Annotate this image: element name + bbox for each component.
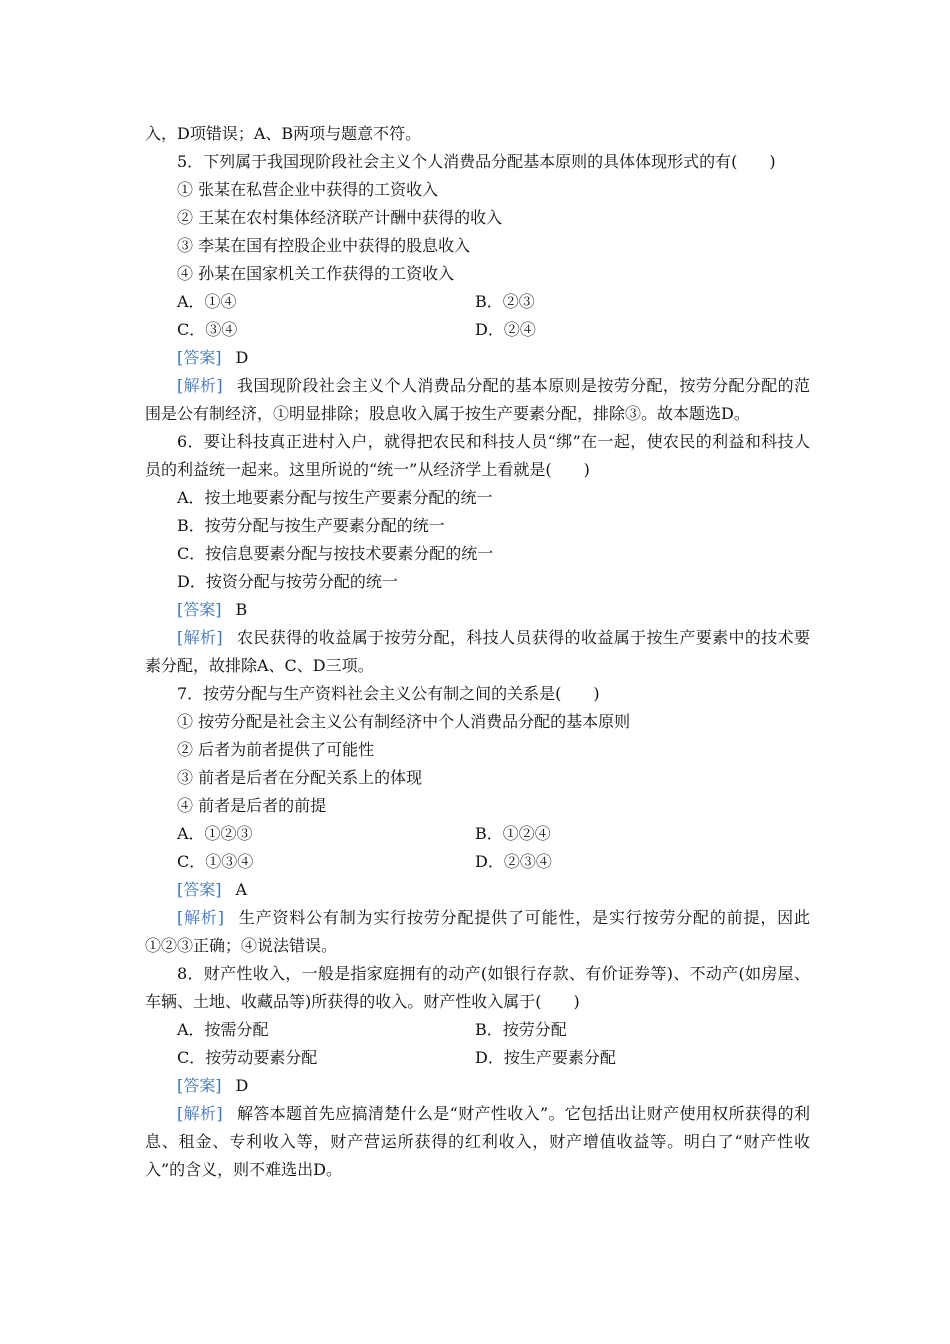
- answer-line: [145, 344, 810, 372]
- question-7: [145, 680, 810, 960]
- analysis-text: 我国现阶段社会主义个人消费品分配的基本原则是按劳分配，按劳分配分配的范围是公有制经济，①明显排除；股息收入属于按生产要素分配，排除③。故本题选D。: [145, 376, 810, 423]
- intro-line: 入，D项错误；A、B两项与题意不符。: [145, 124, 422, 143]
- analysis-text: 农民获得的收益属于按劳分配，科技人员获得的收益属于按生产要素中的技术要素分配，故排除A、C、D三项。: [145, 628, 810, 675]
- option-d: D．②③④: [475, 852, 552, 871]
- question-item: ④ 孙某在国家机关工作获得的工资收入: [177, 264, 455, 283]
- option-b: B．按劳分配与按生产要素分配的统一: [177, 516, 445, 535]
- option-a: A．①④: [177, 292, 237, 311]
- option-c: C．按劳动要素分配: [177, 1048, 318, 1067]
- option-a: A．按需分配: [177, 1020, 269, 1039]
- options-row: [145, 1044, 810, 1072]
- answer-line: [145, 1072, 810, 1100]
- answer-value: B: [235, 600, 248, 619]
- answer-label: [答案]: [177, 880, 222, 899]
- options-row: [145, 316, 810, 344]
- option-d: D．按资分配与按劳分配的统一: [177, 572, 398, 591]
- analysis-label: [解析]: [177, 376, 223, 395]
- option-c: C．按信息要素分配与按技术要素分配的统一: [177, 544, 494, 563]
- options-row: [145, 288, 810, 316]
- option-c: C．③④: [177, 320, 238, 339]
- analysis-label: [解析]: [177, 908, 224, 927]
- question-item: ② 后者为前者提供了可能性: [177, 740, 375, 759]
- question-item: ③ 前者是后者在分配关系上的体现: [177, 768, 423, 787]
- answer-label: [答案]: [177, 600, 222, 619]
- question-stem: 8．财产性收入，一般是指家庭拥有的动产(如银行存款、有价证券等)、不动产(如房屋、车辆、土地、收藏品等)所获得的收入。财产性收入属于( ): [145, 964, 810, 1011]
- analysis-paragraph: [145, 624, 810, 680]
- document-body: [145, 120, 810, 1184]
- option-d: D．按生产要素分配: [475, 1048, 616, 1067]
- question-item: ① 张某在私营企业中获得的工资收入: [177, 180, 439, 199]
- option-b: B．②③: [475, 292, 535, 311]
- answer-value: D: [235, 1076, 249, 1095]
- question-item: ② 王某在农村集体经济联产计酬中获得的收入: [177, 208, 503, 227]
- analysis-text: 生产资料公有制为实行按劳分配提供了可能性，是实行按劳分配的前提，因此①②③正确；④说法错误。: [145, 908, 810, 955]
- question-item: ③ 李某在国有控股企业中获得的股息收入: [177, 236, 471, 255]
- answer-value: D: [235, 348, 249, 367]
- question-stem: 5．下列属于我国现阶段社会主义个人消费品分配基本原则的具体体现形式的有( ): [177, 152, 776, 171]
- options-row: [145, 1016, 810, 1044]
- answer-label: [答案]: [177, 348, 222, 367]
- analysis-text: 解答本题首先应搞清楚什么是“财产性收入”。它包括出让财产使用权所获得的利息、租金、专利收入等，财产营运所获得的红利收入，财产增值收益等。明白了“财产性收入”的含义，则不难选出D。: [145, 1104, 810, 1179]
- option-d: D．②④: [475, 320, 536, 339]
- option-c: C．①③④: [177, 852, 254, 871]
- option-a: A．按土地要素分配与按生产要素分配的统一: [177, 488, 493, 507]
- question-8: [145, 960, 810, 1184]
- analysis-paragraph: [145, 904, 810, 960]
- question-item: ① 按劳分配是社会主义公有制经济中个人消费品分配的基本原则: [177, 712, 631, 731]
- option-b: B．按劳分配: [475, 1020, 567, 1039]
- option-a: A．①②③: [177, 824, 253, 843]
- question-6: [145, 428, 810, 680]
- options-row: [145, 848, 810, 876]
- answer-line: [145, 596, 810, 624]
- answer-label: [答案]: [177, 1076, 222, 1095]
- answer-line: [145, 876, 810, 904]
- option-b: B．①②④: [475, 824, 551, 843]
- question-item: ④ 前者是后者的前提: [177, 796, 327, 815]
- question-5: [145, 148, 810, 428]
- options-row: [145, 820, 810, 848]
- analysis-label: [解析]: [177, 628, 223, 647]
- question-stem: 6．要让科技真正进村入户，就得把农民和科技人员“绑”在一起，使农民的利益和科技人员的利益统一起来。这里所说的“统一”从经济学上看就是( ): [145, 432, 810, 479]
- analysis-paragraph: [145, 1100, 810, 1184]
- answer-value: A: [235, 880, 248, 899]
- analysis-label: [解析]: [177, 1104, 223, 1123]
- analysis-paragraph: [145, 372, 810, 428]
- question-stem: 7．按劳分配与生产资料社会主义公有制之间的关系是( ): [177, 684, 600, 703]
